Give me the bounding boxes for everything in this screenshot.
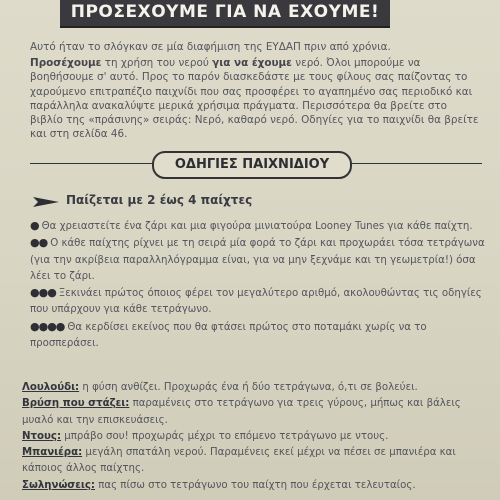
intro-rest: νερό. Όλοι μπορούμε να βοηθήσουμε σ' αυτό. Προς το παρόν διασκεδάστε με τους φίλους σας παίζοντας το χαρούμενο επιτραπέζιο παιχνίδι που σας προσφέρει το αγαπημένο σας περιοδικό και παράλληλα ανακαλύψτε μερικά χρήσιμα πράγματα. Περισσότερα θα βρείτε στο βιβλίο της «πράσινης» σειράς: Νερό, καθαρό νερό. Οδηγίες για το παιχνίδι θα βρείτε και στη σελίδα 46. [30,57,479,141]
glossary-text: μπράβο σου! προχωράς μέχρι το επόμενο τετράγωνο με ντους. [61,430,389,442]
intro-bold-1: Προσέχουμε [30,57,102,70]
intro-paragraph-2 [30,56,482,141]
rule-item [30,218,486,235]
glossary-item [22,445,487,478]
rule-text: Ξεκινάει πρώτος όποιος φέρει τον μεγαλύτερο αριθμό, ακολουθώντας τις οδηγίες που υπάρχουν για κάθε τετράγωνο. [30,288,482,316]
glossary-text: μεγάλη σπατάλη νερού. Παραμένεις εκεί μέχρι να πέσει σε μπανιέρα και κάποιος άλλος παίχτης. [22,447,456,475]
glossary-text: παραμένεις στο τετράγωνο για τρεις γύρους, μήπως και βάλεις μυαλό και την επισκευάσεις. [22,398,461,426]
section-title: ΟΔΗΓΙΕΣ ΠΑΙΧΝΙΔΙΟΥ [174,157,330,172]
glossary-term: Ντους: [22,430,62,442]
section-title-box [152,151,352,179]
rule-item [30,319,486,353]
rule-item [30,235,486,285]
glossary-term: Μπανιέρα: [22,447,83,459]
glossary-item [22,396,487,429]
glossary-item [22,429,487,445]
bullet-dots-icon: ● [30,219,39,232]
glossary-text: πας πίσω στο τετράγωνο του παίχτη που έρχεται τελευταίος. [95,479,416,491]
bullet-dots-icon: ●●● [30,286,56,300]
glossary-item [22,380,487,396]
glossary-term: Βρύση που στάζει: [22,398,130,410]
rule-item [30,285,486,319]
glossary-list [22,380,487,494]
players-heading: Παίζεται με 2 έως 4 παίχτες [66,193,253,207]
rule-text: Ο κάθε παίχτης ρίχνει με τη σειρά μία φορά το ζάρι και προχωράει τόσα τετράγωνα (για την ακρίβεια παραλληλόγραμμα είναι, για να μην ξεχνάμε και τη γεωμετρία!) όσα λέει το ζάρι. [30,238,485,282]
glossary-term: Λουλούδι: [22,382,80,393]
rule-text: Θα κερδίσει εκείνος που θα φτάσει πρώτος στο ποταμάκι χωρίς να το προσπεράσει. [30,321,427,350]
page-title: ΠΡΟΣΕΧΟΥΜΕ ΓΙΑ ΝΑ ΕΧΟΥΜΕ! [70,2,380,22]
arrow-right-icon [32,196,60,208]
rules-list [30,218,486,352]
bullet-dots-icon: ●●●● [30,319,65,333]
rule-text: Θα χρειαστείτε ένα ζάρι και μια φιγούρα μινιατούρα Looney Tunes για κάθε παίχτη. [41,221,473,232]
intro-mid-1: τη χρήση του νερού [101,57,213,70]
intro-text [30,40,482,143]
intro-line-1: Αυτό ήταν το σλόγκαν σε μία διαφήμιση της ΕΥΔΑΠ πριν από χρόνια. [30,41,391,53]
glossary-text: η φύση ανθίζει. Προχωράς ένα ή δύο τετράγωνα, ό,τι σε βολεύει. [79,382,418,393]
glossary-item [22,478,487,494]
title-banner [60,0,390,28]
bullet-dots-icon: ●● [30,236,48,250]
intro-bold-2: για να έχουμε [212,57,292,70]
glossary-term: Σωληνώσεις: [22,479,95,491]
